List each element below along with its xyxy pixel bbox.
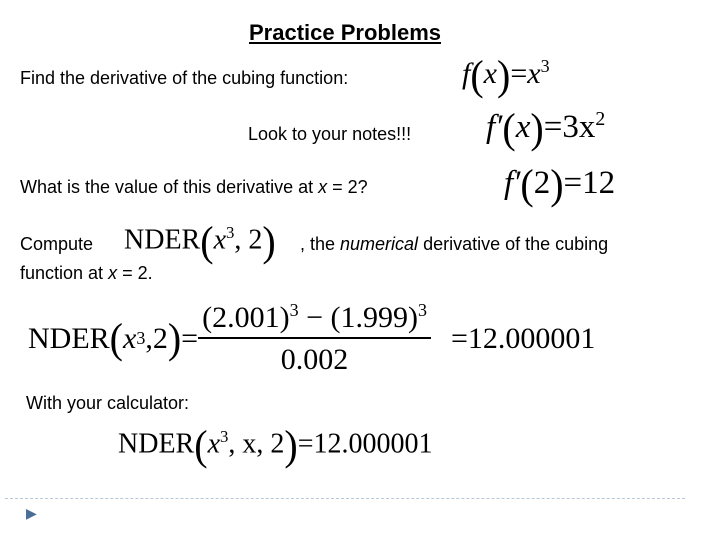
calculator-label: With your calculator:: [26, 393, 190, 413]
term-a-exponent: 3: [289, 300, 299, 320]
result-value: 12.000001: [467, 321, 596, 355]
separator: ,: [234, 224, 249, 256]
left-paren: (: [194, 421, 208, 470]
x-exponent: 3: [220, 427, 229, 447]
nder-computation-equation: [28, 300, 595, 377]
fraction-denominator: 0.002: [280, 343, 349, 376]
numerical-word: numerical: [340, 234, 419, 254]
term-b-exponent: 3: [417, 300, 427, 320]
footer-divider: [5, 498, 685, 499]
look-to-notes-text: Look to your notes!!!: [248, 124, 412, 144]
nder-arg: 2: [248, 224, 263, 256]
separator: , x,: [228, 428, 271, 460]
x-symbol: x: [515, 109, 531, 145]
x-exponent: 3: [226, 223, 235, 243]
nder-arg: 2: [152, 321, 168, 355]
text-segment: derivative of the cubing: [418, 234, 609, 254]
cubing-function-formula: [462, 51, 550, 100]
x-base: x: [207, 428, 220, 460]
argument: 2: [533, 165, 551, 201]
right-paren: ): [284, 421, 298, 470]
x-variable: x: [108, 263, 118, 283]
right-paren: ): [530, 105, 544, 153]
nder-name: NDER: [124, 224, 201, 256]
difference-quotient: [198, 300, 431, 377]
result-value: 12.000001: [313, 428, 433, 460]
function-at-2-text: [20, 263, 153, 284]
rhs-base: 3x: [562, 109, 596, 145]
find-derivative-text: Find the derivative of the cubing function:: [20, 68, 349, 88]
right-paren: ): [167, 314, 182, 362]
equals-sign: =: [510, 57, 528, 90]
equals-sign: =: [297, 428, 314, 460]
x-variable: x: [318, 177, 328, 197]
text-segment: = 2.: [117, 263, 153, 283]
question-text: What is the value of this derivative at: [20, 177, 319, 197]
term-a: (2.001): [202, 301, 290, 334]
left-paren: (: [470, 51, 484, 100]
next-slide-arrow-icon[interactable]: ▶: [26, 507, 37, 522]
slide-title: Practice Problems: [249, 20, 441, 45]
f-prime-symbol: f′: [504, 165, 521, 201]
f-symbol: f: [462, 57, 471, 90]
x-base: x: [213, 224, 226, 256]
question-text-end: = 2?: [327, 177, 368, 197]
separator: ,: [145, 321, 153, 355]
equals-sign: =: [543, 109, 563, 145]
nder-arg: 2: [270, 428, 285, 460]
nder-name: NDER: [28, 321, 110, 355]
fraction-numerator: [198, 300, 431, 339]
left-paren: (: [520, 161, 534, 209]
x-base: x: [123, 321, 137, 355]
left-paren: (: [200, 217, 214, 266]
right-paren: ): [497, 51, 511, 100]
x-exponent: 3: [136, 328, 146, 348]
nder-name: NDER: [118, 428, 195, 460]
rhs-exponent: 3: [540, 56, 550, 76]
rhs-base: x: [527, 57, 541, 90]
calculator-nder-formula: [118, 421, 433, 470]
rhs-exponent: 2: [595, 108, 606, 130]
numerical-derivative-text: [300, 234, 608, 255]
minus-sign: −: [298, 301, 331, 334]
derivative-formula: [486, 105, 606, 153]
derivative-value-question: [20, 177, 368, 198]
f-prime-symbol: f′: [486, 109, 503, 145]
left-paren: (: [502, 105, 516, 153]
right-paren: ): [262, 217, 276, 266]
equals-sign: =: [181, 321, 199, 355]
nder-inline-formula: [124, 217, 276, 266]
derivative-at-2-formula: [504, 161, 616, 209]
compute-label: Compute: [20, 234, 94, 254]
x-symbol: x: [483, 57, 497, 90]
result-value: 12: [582, 165, 616, 201]
left-paren: (: [109, 314, 123, 362]
equals-sign: =: [563, 165, 583, 201]
text-segment: , the: [300, 234, 341, 254]
equals-sign: =: [450, 321, 468, 355]
term-b: (1.999): [330, 301, 418, 334]
text-segment: function at: [20, 263, 109, 283]
right-paren: ): [550, 161, 564, 209]
